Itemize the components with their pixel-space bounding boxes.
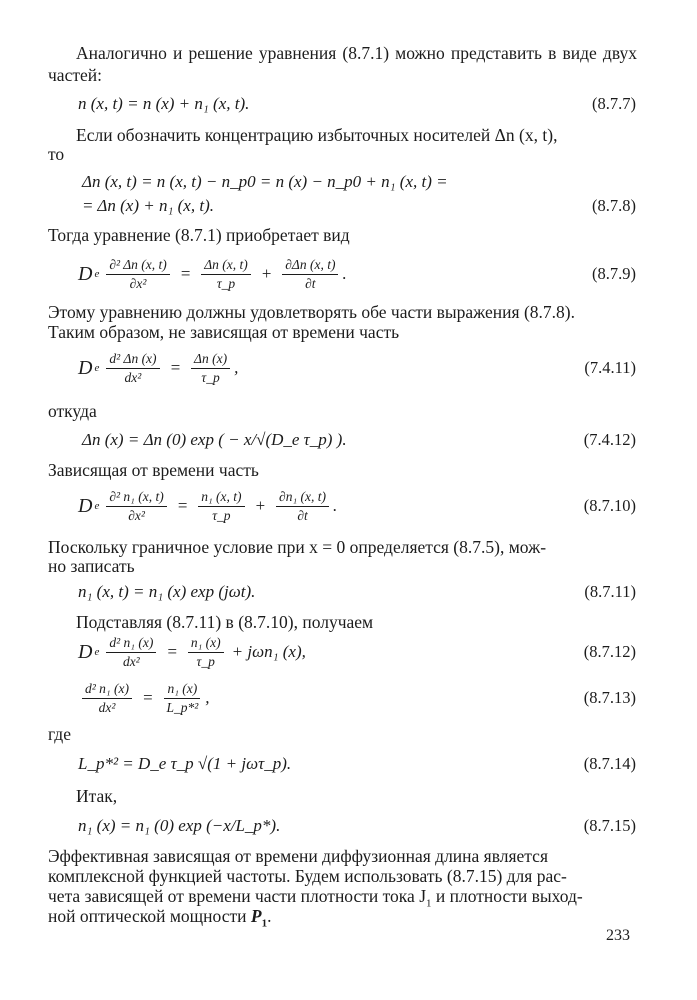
equation-body: = Δn (x) + n₁ (x, t). xyxy=(82,196,214,215)
period: . xyxy=(267,906,272,926)
fraction-3 xyxy=(282,257,338,292)
fraction-den: L_p*² xyxy=(166,699,199,715)
fraction-num: Δn (x) xyxy=(191,351,230,369)
fraction-den: dx² xyxy=(122,653,140,669)
paragraph-excess-carriers-cont: то xyxy=(48,144,65,164)
coef-D: D xyxy=(78,640,93,663)
equation-body: L_p*² = D_e τ_p √(1 + jωτ_p). xyxy=(78,754,292,773)
fraction-den: ∂t xyxy=(297,507,308,523)
fraction-1 xyxy=(106,489,166,524)
plus-sign: + xyxy=(254,496,267,515)
paragraph-time-dependent: Зависящая от времени часть xyxy=(48,460,259,480)
paragraph-substituting: Подставляя (8.7.11) в (8.7.10), получаем xyxy=(76,612,374,632)
equation-body xyxy=(78,484,337,528)
paragraph-time-independent: Таким образом, не зависящая от времени часть xyxy=(48,322,400,342)
coef-sub: e xyxy=(94,268,100,280)
fraction-2 xyxy=(191,351,230,386)
equation-body: Δn (x, t) = n (x, t) − n_p0 = n (x) − n_p0 + n₁ (x, t) = xyxy=(82,172,448,191)
fraction-num: ∂Δn (x, t) xyxy=(282,257,338,275)
fraction-2 xyxy=(198,489,244,524)
paragraph-then-equation: Тогда уравнение (8.7.1) приобретает вид xyxy=(48,225,350,245)
coef-D: D xyxy=(78,494,93,517)
equation-8-7-10 xyxy=(0,484,697,528)
fraction-num: n₁ (x) xyxy=(164,681,200,699)
fraction-num: n₁ (x) xyxy=(188,635,224,653)
coef-D: D xyxy=(78,356,93,379)
fraction-1 xyxy=(82,681,132,716)
fraction-den: τ_p xyxy=(216,275,236,291)
equation-number: (8.7.7) xyxy=(592,94,636,113)
text-segment: ной оптической мощности xyxy=(48,906,251,926)
subscript: 1 xyxy=(426,897,432,910)
fraction-2 xyxy=(163,681,201,716)
fraction-1 xyxy=(106,635,156,670)
equation-number: (8.7.11) xyxy=(584,582,636,601)
equation-number: (7.4.12) xyxy=(583,430,636,449)
equation-number: (8.7.12) xyxy=(583,642,636,661)
paragraph-effective-length-1: Эффективная зависящая от времени диффузионная длина является xyxy=(48,846,548,866)
coef-sub: e xyxy=(94,646,100,658)
equation-8-7-13 xyxy=(0,676,697,720)
fraction-den: dx² xyxy=(124,369,142,385)
coef-D: D xyxy=(78,262,93,285)
equals-sign: = xyxy=(179,264,192,283)
paragraph-excess-carriers: Если обозначить концентрацию избыточных носителей Δn (x, t), xyxy=(76,125,558,145)
fraction-1 xyxy=(106,351,159,386)
text-segment: чета зависящей от времени части плотности тока J xyxy=(48,886,427,906)
comma: , xyxy=(205,688,210,707)
fraction-den: τ_p xyxy=(196,653,215,669)
fraction-2 xyxy=(188,635,224,670)
equation-8-7-8-line2 xyxy=(0,186,697,226)
power-symbol: P xyxy=(250,906,262,926)
fraction-den: τ_p xyxy=(201,369,220,385)
fraction-num: d² Δn (x) xyxy=(106,351,159,369)
paragraph-both-parts: Этому уравнению должны удовлетворять обе части выражения (8.7.8). xyxy=(48,302,575,322)
equation-8-7-12 xyxy=(0,630,697,674)
equation-body xyxy=(78,676,210,720)
equation-7-4-11 xyxy=(0,346,697,390)
equation-body xyxy=(78,630,306,674)
page-number: 233 xyxy=(606,927,630,944)
equation-body xyxy=(78,252,347,296)
subscript: 1 xyxy=(261,917,268,930)
fraction-3 xyxy=(276,489,329,524)
equals-sign: = xyxy=(166,642,178,661)
paragraph-intro: Аналогично и решение уравнения (8.7.1) можно представить в виде двух частей: xyxy=(48,43,637,85)
equation-number: (8.7.15) xyxy=(583,816,636,835)
equals-sign: = xyxy=(141,688,154,707)
fraction-den: dx² xyxy=(98,699,116,715)
fraction-num: ∂² Δn (x, t) xyxy=(106,257,169,275)
comma: , xyxy=(234,358,239,377)
paragraph-where: где xyxy=(48,724,71,744)
equation-body: n₁ (x) = n₁ (0) exp (−x/L_p*). xyxy=(78,816,281,835)
equation-number: (8.7.13) xyxy=(583,688,636,707)
equation-number: (8.7.10) xyxy=(583,496,636,515)
paragraph-whence: откуда xyxy=(48,401,97,421)
paragraph-boundary-condition-cont: но записать xyxy=(48,556,135,576)
equation-body: n (x, t) = n (x) + n₁ (x, t). xyxy=(78,94,250,113)
equals-sign: = xyxy=(176,496,189,515)
period: . xyxy=(342,264,347,283)
fraction-den: ∂x² xyxy=(128,507,145,523)
fraction-den: τ_p xyxy=(212,507,231,523)
paragraph-effective-length-4 xyxy=(48,905,637,935)
paragraph-so: Итак, xyxy=(76,786,118,806)
equation-8-7-15 xyxy=(0,806,697,846)
fraction-2 xyxy=(201,257,251,292)
text-segment: и плотности выход- xyxy=(431,886,583,906)
equation-number: (7.4.11) xyxy=(584,358,636,377)
fraction-1 xyxy=(106,257,169,292)
equation-number: (8.7.9) xyxy=(592,264,636,283)
fraction-num: d² n₁ (x) xyxy=(82,681,132,699)
equation-8-7-11 xyxy=(0,572,697,612)
equation-number: (8.7.14) xyxy=(583,754,636,773)
fraction-den: ∂t xyxy=(305,275,316,291)
coef-sub: e xyxy=(94,362,100,374)
fraction-den: ∂x² xyxy=(129,275,147,291)
paragraph-boundary-condition: Поскольку граничное условие при x = 0 определяется (8.7.5), мож- xyxy=(48,537,547,557)
fraction-num: d² n₁ (x) xyxy=(106,635,156,653)
equation-number: (8.7.8) xyxy=(592,196,636,215)
equation-8-7-14 xyxy=(0,744,697,784)
paragraph-effective-length-2: комплексной функцией частоты. Будем использовать (8.7.15) для рас- xyxy=(48,866,567,886)
equation-body: Δn (x) = Δn (0) exp ( − x/√(D_e τ_p) ). xyxy=(82,430,347,449)
equation-8-7-9 xyxy=(0,252,697,296)
plus-sign: + xyxy=(260,264,273,283)
coef-sub: e xyxy=(94,500,100,512)
fraction-num: Δn (x, t) xyxy=(201,257,251,275)
fraction-num: ∂² n₁ (x, t) xyxy=(106,489,166,507)
equation-8-7-7 xyxy=(0,84,697,124)
fraction-num: ∂n₁ (x, t) xyxy=(276,489,329,507)
equation-body xyxy=(78,346,238,390)
equals-sign: = xyxy=(169,358,182,377)
equation-tail: + jωn₁ (x), xyxy=(231,642,306,661)
period: . xyxy=(333,496,338,515)
fraction-num: n₁ (x, t) xyxy=(198,489,244,507)
equation-7-4-12 xyxy=(0,420,697,460)
equation-body: n₁ (x, t) = n₁ (x) exp (jωt). xyxy=(78,582,256,601)
